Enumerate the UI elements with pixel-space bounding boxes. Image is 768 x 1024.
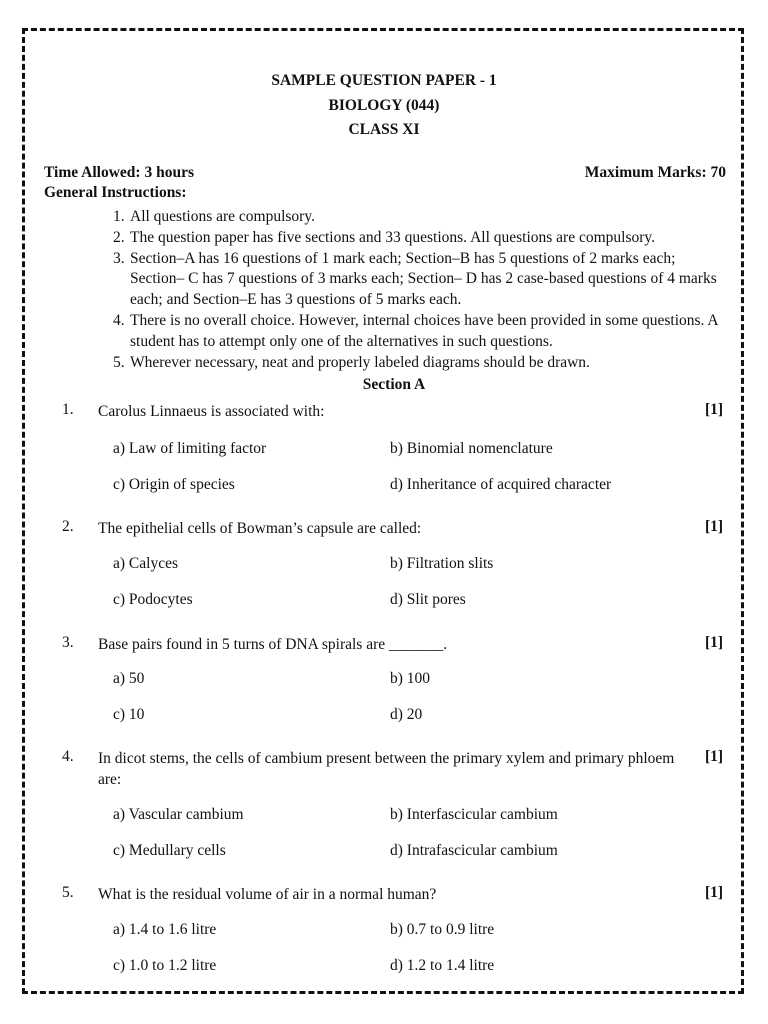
instructions-list xyxy=(113,207,728,373)
instruction-number: 4. xyxy=(113,311,125,329)
instruction-number: 2. xyxy=(113,228,125,246)
section-heading: Section A xyxy=(362,376,426,393)
instruction-text: The question paper has five sections and 33 questions. All questions are compulsory. xyxy=(130,228,656,246)
option-c: c) Podocytes xyxy=(113,591,193,608)
option-d: d) Intrafascicular cambium xyxy=(390,842,558,859)
subject-title: BIOLOGY (044) xyxy=(328,97,440,114)
question-number: 4. xyxy=(62,748,74,765)
question-marks: [1] xyxy=(705,401,724,418)
option-c: c) Medullary cells xyxy=(113,842,226,859)
question-marks: [1] xyxy=(705,634,724,651)
instruction-number: 5. xyxy=(113,353,125,371)
instruction-number: 3. xyxy=(113,249,125,267)
question-text: Carolus Linnaeus is associated with: xyxy=(98,403,325,420)
option-a: a) 1.4 to 1.6 litre xyxy=(113,921,217,938)
option-d: d) 20 xyxy=(390,706,423,723)
maximum-marks: Maximum Marks: 70 xyxy=(584,164,726,181)
option-b: b) Filtration slits xyxy=(390,555,494,572)
question-marks: [1] xyxy=(705,518,724,535)
instruction-item xyxy=(113,353,728,374)
question-text: Base pairs found in 5 turns of DNA spirals are _______. xyxy=(98,636,448,653)
time-allowed: Time Allowed: 3 hours xyxy=(44,164,194,181)
paper-title: SAMPLE QUESTION PAPER - 1 xyxy=(271,72,497,89)
question-marks: [1] xyxy=(705,748,724,765)
instruction-item xyxy=(113,311,728,353)
option-a: a) 50 xyxy=(113,670,145,687)
question-number: 3. xyxy=(62,634,74,651)
option-c: c) Origin of species xyxy=(113,476,235,493)
question-text: The epithelial cells of Bowman’s capsule are called: xyxy=(98,520,422,537)
question-number: 2. xyxy=(62,518,74,535)
instruction-text: Wherever necessary, neat and properly labeled diagrams should be drawn. xyxy=(130,353,590,371)
instruction-text: There is no overall choice. However, internal choices have been provided in some questions. A student has to attempt only one of the alternatives in such questions. xyxy=(130,311,718,350)
question-text: What is the residual volume of air in a normal human? xyxy=(98,886,437,903)
option-b: b) Interfascicular cambium xyxy=(390,806,558,823)
option-a: a) Calyces xyxy=(113,555,178,572)
option-c: c) 10 xyxy=(113,706,145,723)
question-number: 1. xyxy=(62,401,74,418)
option-b: b) 100 xyxy=(390,670,431,687)
option-d: d) Inheritance of acquired character xyxy=(390,476,612,493)
question-text: In dicot stems, the cells of cambium present between the primary xylem and primary phloem are: xyxy=(98,750,675,788)
instruction-number: 1. xyxy=(113,208,125,225)
option-a: a) Law of limiting factor xyxy=(113,440,267,457)
option-c: c) 1.0 to 1.2 litre xyxy=(113,957,217,974)
option-b: b) 0.7 to 0.9 litre xyxy=(390,921,495,938)
option-d: d) 1.2 to 1.4 litre xyxy=(390,957,495,974)
option-b: b) Binomial nomenclature xyxy=(390,440,553,457)
instruction-text: All questions are compulsory. xyxy=(130,208,315,225)
instruction-item xyxy=(113,249,728,311)
instruction-item xyxy=(113,207,728,228)
question-marks: [1] xyxy=(705,884,724,901)
instruction-item xyxy=(113,228,728,249)
instruction-text: Section–A has 16 questions of 1 mark each; Section–B has 5 questions of 2 marks each; Section– C has 7 questions of 3 marks each; Section– D has 2 case-based questions of 4 marks each; and Section–E has 3 questions of 5 marks each. xyxy=(130,249,717,309)
question-number: 5. xyxy=(62,884,74,901)
option-d: d) Slit pores xyxy=(390,591,466,608)
class-title: CLASS XI xyxy=(348,121,420,138)
general-instructions-heading: General Instructions: xyxy=(44,184,187,201)
option-a: a) Vascular cambium xyxy=(113,806,244,823)
